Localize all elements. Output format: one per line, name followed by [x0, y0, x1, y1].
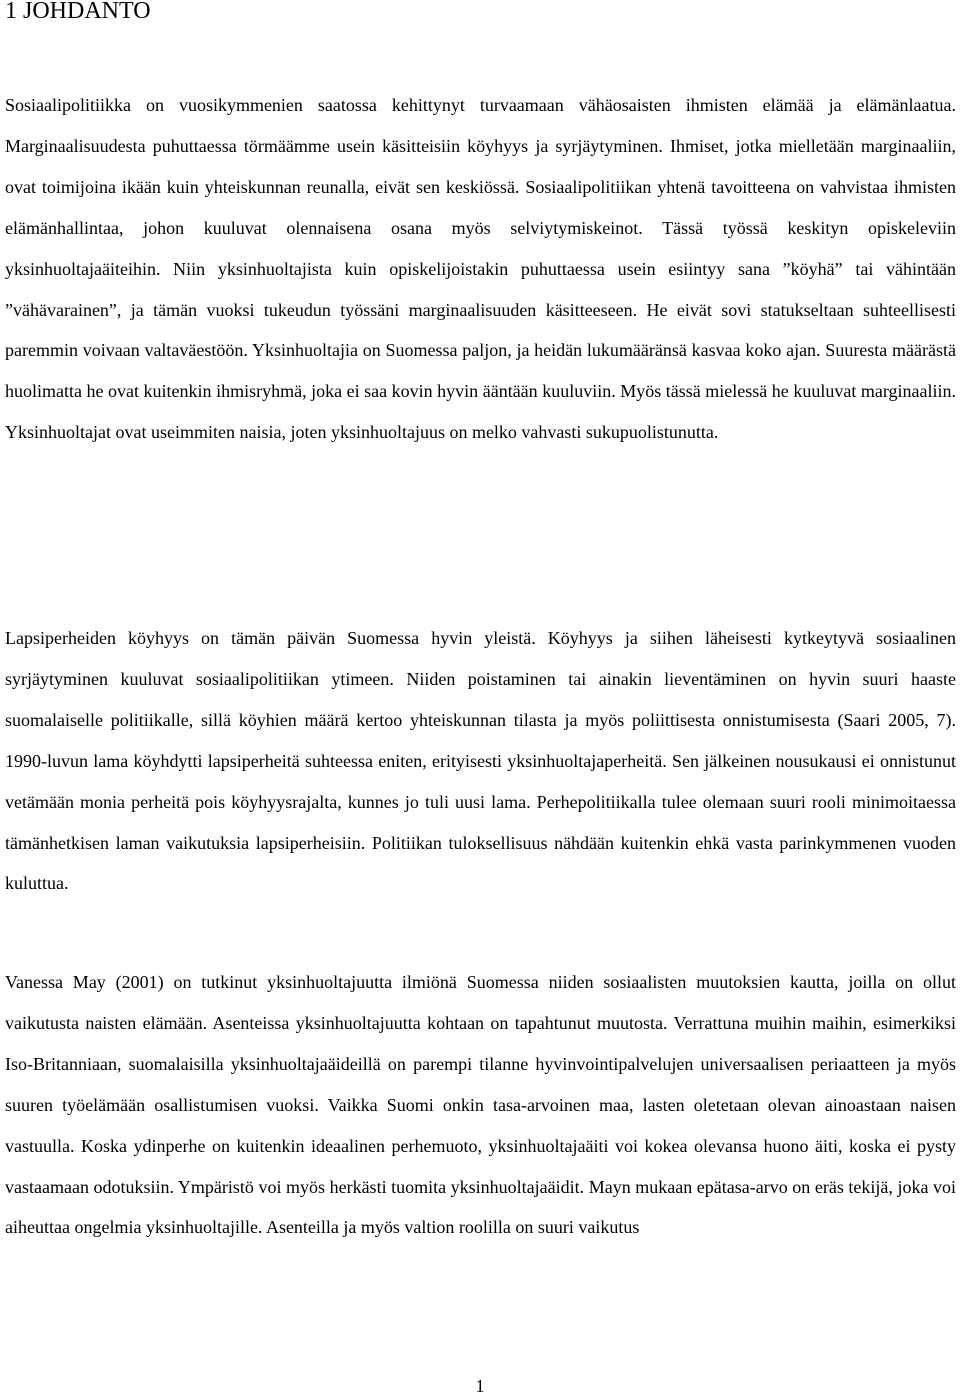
section-heading: 1 JOHDANTO	[5, 0, 151, 24]
paragraph-intro: Sosiaalipolitiikka on vuosikymmenien saatossa kehittynyt turvaamaan vähäosaisten ihmisten elämää ja elämänlaatua. Marginaalisuudesta puhuttaessa törmäämme usein käsitteisiin köyhyys ja syrjäytyminen. Ihmiset, jotka mielletään marginaaliin, ovat toimijoina ikään kuin yhteiskunnan reunalla, eivät sen keskiössä. Sosiaalipolitiikan yhtenä tavoitteena on vahvistaa ihmisten elämänhallintaa, johon kuuluvat olennaisena osana myös selviytymiskeinot. Tässä työssä keskityn opiskeleviin yksinhuoltajaäiteihin. Niin yksinhuoltajista kuin opiskelijoistakin puhuttaessa usein esiintyy sana ”köyhä” tai vähintään ”vähävarainen”, ja tämän vuoksi tukeudun työssäni marginaalisuuden käsitteeseen. He eivät sovi statukseltaan suhteellisesti paremmin voivaan valtaväestöön. Yksinhuoltajia on Suomessa paljon, ja heidän lukumääränsä kasvaa koko ajan. Suuresta määrästä huolimatta he ovat kuitenkin ihmisryhmä, joka ei saa kovin hyvin ääntään kuuluviin. Myös tässä mielessä he kuuluvat marginaaliin. Yksinhuoltajat ovat useimmiten naisia, joten yksinhuoltajuus on melko vahvasti sukupuolistunutta.	[5, 95, 956, 443]
paragraph-poverty: Lapsiperheiden köyhyys on tämän päivän Suomessa hyvin yleistä. Köyhyys ja siihen läheisesti kytkeytyvä sosiaalinen syrjäytyminen kuuluvat sosiaalipolitiikan ytimeen. Niiden poistaminen tai ainakin lieventäminen on hyvin suuri haaste suomalaiselle politiikalle, sillä köyhien määrä kertoo yhteiskunnan tilasta ja myös poliittisesta onnistumisesta (Saari 2005, 7). 1990-luvun lama köyhdytti lapsiperheitä suhteessa eniten, erityisesti yksinhuoltajaperheitä. Sen jälkeinen nousukausi ei onnistunut vetämään monia perheitä pois köyhyysrajalta, kunnes jo tuli uusi lama. Perhepolitiikalla tulee olemaan suuri rooli minimoitaessa tämänhetkisen laman vaikutuksia lapsiperheisiin. Politiikan tuloksellisuus nähdään kuitenkin ehkä vasta parinkymmenen vuoden kuluttua.	[5, 628, 956, 894]
page-number: 1	[475, 1376, 485, 1396]
paragraph-may-research: Vanessa May (2001) on tutkinut yksinhuoltajuutta ilmiönä Suomessa niiden sosiaalisten muutoksien kautta, joilla on ollut vaikutusta naisten elämään. Asenteissa yksinhuoltajuutta kohtaan on tapahtunut muutosta. Verrattuna muihin maihin, esimerkiksi Iso-Britanniaan, suomalaisilla yksinhuoltajaäideillä on parempi tilanne hyvinvointipalvelujen universaalisen periaatteen ja myös suuren työelämään osallistumisen vuoksi. Vaikka Suomi onkin tasa-arvoinen maa, lasten oletetaan olevan ainoastaan naisen vastuulla. Koska ydinperhe on kuitenkin ideaalinen perhemuoto, yksinhuoltajaäiti voi kokea olevansa huono äiti, koska ei pysty vastaamaan odotuksiin. Ympäristö voi myös herkästi tuomita yksinhuoltajaäidit. Mayn mukaan epätasa-arvo on eräs tekijä, joka voi aiheuttaa ongelmia yksinhuoltajille. Asenteilla ja myös valtion roolilla on suuri vaikutus	[5, 972, 956, 1238]
